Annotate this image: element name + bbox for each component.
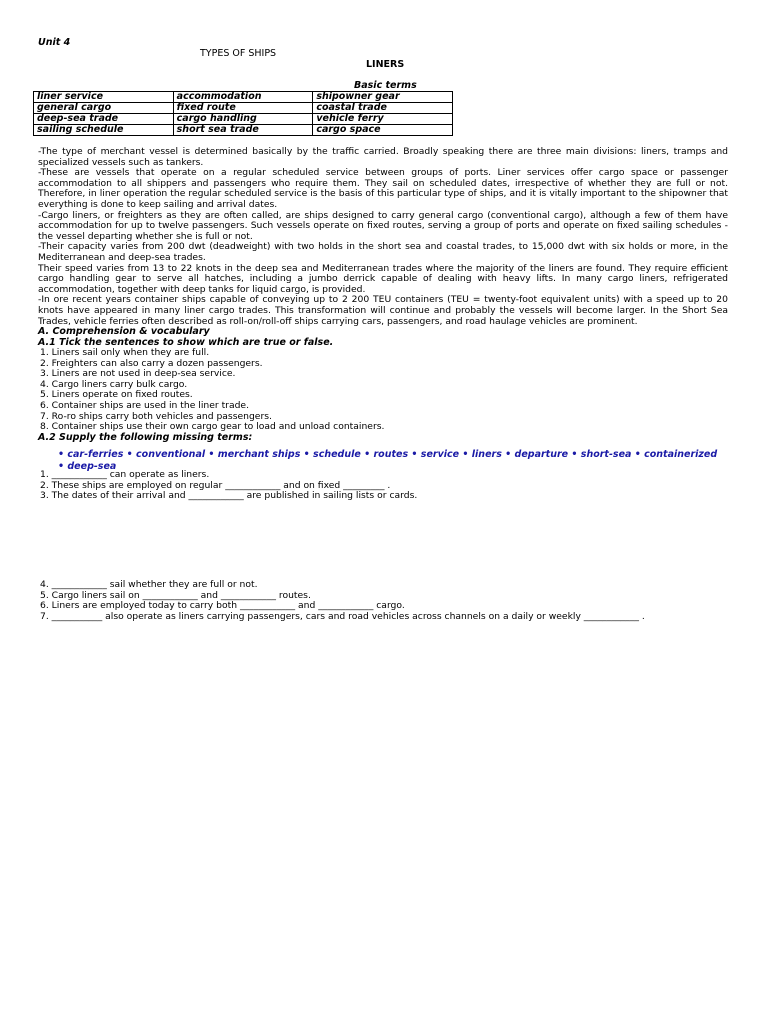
list-item: 4. ____________ sail whether they are full or not. [40, 579, 258, 590]
list-item: 3. The dates of their arrival and ____________ are published in sailing lists or cards. [40, 490, 418, 502]
paragraph: -These are vessels that operate on a regular scheduled service between groups of ports. Liner services offer cargo space or passenger accommodation to all shippers and passengers who require them. They sail on scheduled dates, irrespective of whether they are full or not. Therefore, in liner operation the regular scheduled service is the basis of this particular type of ships, and it is vitally important to the shipowner that everything is done to keep sailing and arrival dates. [38, 167, 728, 210]
table-cell: shipowner gear [313, 92, 453, 103]
paragraph: -In ore recent years container ships capable of conveying up to 2 200 TEU containers (TEU = twenty-foot equivalent units) with a speed up to 20 knots have appeared in many liner cargo trades. This transformation will continue and probably the vessels will become larger. In the Short Sea Trades, vehicle ferries often described as roll-on/roll-off ships carrying cars, passengers, and road haulage vehicles are prominent. [38, 294, 728, 327]
table-cell: sailing schedule [34, 125, 174, 136]
a2-list-top [40, 470, 417, 502]
list-item: 7. Ro-ro ships carry both vehicles and passengers. [40, 410, 272, 422]
table-row [34, 103, 453, 114]
list-item: 5. Liners operate on fixed routes. [40, 389, 193, 401]
table-cell: coastal trade [313, 103, 453, 114]
table-cell: general cargo [34, 103, 174, 114]
a2-list-bottom [40, 580, 645, 622]
a1-heading: A.1 Tick the sentences to show which are true or false. [38, 337, 334, 348]
list-item: 3. Liners are not used in deep-sea service. [40, 368, 236, 380]
list-item: 2. These ships are employed on regular ____________ and on fixed _________ . [40, 479, 391, 491]
table-cell: fixed route [173, 103, 313, 114]
unit-label: Unit 4 [38, 37, 71, 48]
table-cell: short sea trade [173, 125, 313, 136]
list-item: 1. ____________ can operate as liners. [40, 469, 210, 480]
paragraph: -Cargo liners, or freighters as they are often called, are ships designed to carry general cargo (conventional cargo), although a few of them have accommodation for up to twelve passengers. Such vessels operate on fixed routes, serving a group of ports and operate on fixed sailing schedules - the vessel departing whether she is full or not. [38, 209, 728, 242]
paragraph: -Their capacity varies from 200 dwt (deadweight) with two holds in the short sea and coastal trades, to 15,000 dwt with six holds or more, in the Mediterranean and deep-sea trades. [38, 241, 728, 263]
list-item: 6. Liners are employed today to carry both ____________ and ____________ cargo. [40, 600, 405, 612]
table-row [34, 114, 453, 125]
list-item: 2. Freighters can also carry a dozen passengers. [40, 357, 263, 369]
reading-text [38, 147, 728, 327]
a1-list [40, 348, 384, 433]
list-item: 5. Cargo liners sail on ____________ and ____________ routes. [40, 589, 311, 601]
list-item: 4. Cargo liners carry bulk cargo. [40, 378, 188, 390]
list-item: 6. Container ships are used in the liner trade. [40, 399, 249, 411]
table-row [34, 125, 453, 136]
paragraph: -The type of merchant vessel is determined basically by the traffic carried. Broadly speaking there are three main divisions: liners, tramps and specialized vessels such as tankers. [38, 146, 728, 168]
table-row [34, 92, 453, 103]
a2-terms-list: • car-ferries • conventional • merchant ships • schedule • routes • service • liners • departure • short-sea • containerized • deep-sea [58, 449, 718, 472]
table-cell: vehicle ferry [313, 114, 453, 125]
basic-terms-heading: Basic terms [354, 80, 417, 91]
table-cell: accommodation [173, 92, 313, 103]
section-title: LINERS [366, 59, 405, 70]
a2-heading: A.2 Supply the following missing terms: [38, 432, 253, 443]
table-cell: deep-sea trade [34, 114, 174, 125]
list-item: 1. Liners sail only when they are full. [40, 347, 210, 358]
document-title: TYPES OF SHIPS [200, 48, 277, 59]
list-item: 7. ___________ also operate as liners carrying passengers, cars and road vehicles across channels on a daily or weekly ____________ . [40, 610, 645, 622]
list-item: 8. Container ships use their own cargo gear to load and unload containers. [40, 421, 385, 433]
basic-terms-table [33, 91, 453, 136]
table-cell: liner service [34, 92, 174, 103]
section-a-heading: A. Comprehension & vocabulary [38, 326, 210, 337]
table-cell: cargo space [313, 125, 453, 136]
table-cell: cargo handling [173, 114, 313, 125]
paragraph: Their speed varies from 13 to 22 knots in the deep sea and Mediterranean trades where the majority of the liners are found. They require efficient cargo handling gear to serve all hatches, including a jumbo derrick capable of dealing with heavy lifts. In many cargo liners, refrigerated accommodation, together with deep tanks for liquid cargo, is provided. [38, 262, 728, 295]
